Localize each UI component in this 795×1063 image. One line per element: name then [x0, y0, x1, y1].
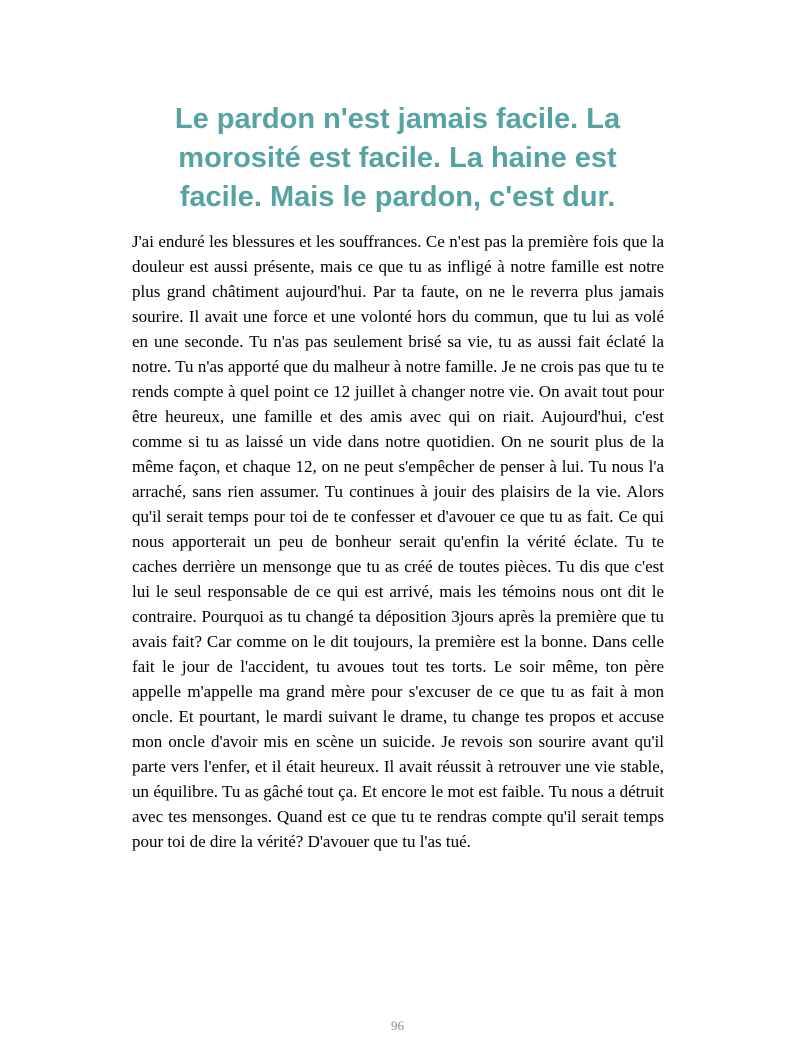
page-number: 96 — [391, 1018, 404, 1033]
body-paragraph: J'ai enduré les blessures et les souffrances. Ce n'est pas la première fois que la douleur est aussi présente, mais ce que tu as infligé à notre famille est notre plus grand châtiment aujourd'hui. Par ta faute, on ne le reverra plus jamais sourire. Il avait une force et une volonté hors du commun, que tu lui as volé en une seconde. Tu n'as pas seulement brisé sa vie, tu as aussi fait éclaté la notre. Tu n'as apporté que du malheur à notre famille. Je ne crois pas que tu te rends compte à quel point ce 12 juillet à changer notre vie. On avait tout pour être heureux, une famille et des amis avec qui on riait. Aujourd'hui, c'est comme si tu as laissé un vide dans notre quotidien. On ne sourit plus de la même façon, et chaque 12, on ne peut s'empêcher de penser à lui. Tu nous l'a arraché, sans rien assumer. Tu continues à jouir des plaisirs de la vie. Alors qu'il serait temps pour toi de te confesser et d'avouer ce que tu as fait. Ce qui nous apporterait un peu de bonheur serait qu'enfin la vérité éclate. Tu te caches derrière un mensonge que tu as créé de toutes pièces. Tu dis que c'est lui le seul responsable de ce qui est arrivé, mais les témoins nous ont dit le contraire. Pourquoi as tu changé ta déposition 3jours après la première que tu avais fait? Car comme on le dit toujours, la première est la bonne. Dans celle fait le jour de l'accident, tu avoues tout tes torts. Le soir même, ton père appelle m'appelle ma grand mère pour s'excuser de ce que tu as fait à mon oncle. Et pourtant, le mardi suivant le drame, tu change tes propos et accuse mon oncle d'avoir mis en scène un suicide. Je revois son sourire avant qu'il parte vers l'enfer, et il était heureux. Il avait réussit à retrouver une vie stable, un équilibre. Tu as gâché tout ça. Et encore le mot est faible. Tu nous a détruit avec tes mensonges. Quand est ce que tu te rendras compte qu'il serait temps pour toi de dire la vérité? D'avouer que tu l'as tué. — [132, 232, 664, 851]
chapter-title: Le pardon n'est jamais facile. La morosité est facile. La haine est facile. Mais le pardon, c'est dur. — [174, 103, 621, 213]
